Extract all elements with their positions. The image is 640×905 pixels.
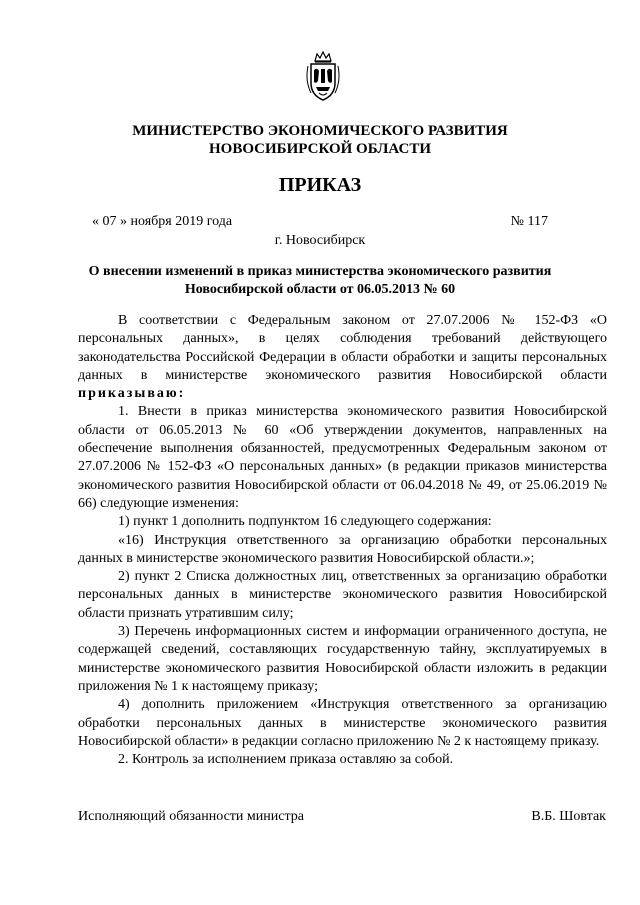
document-number: № 117 — [510, 214, 548, 229]
paragraph-1-4: 4) дополнить приложением «Инструкция ответственного за организацию обработки персональных данных в министерстве экономического развития Новосибирской области» в редакции согласно приложению № 2 к настоящему приказу. — [78, 697, 607, 749]
orders-word: приказываю: — [78, 386, 186, 402]
signatory-name: В.Б. Шовтак — [531, 809, 606, 824]
intro-text: В соответствии с Федеральным законом от 27.07.2006 № 152-ФЗ «О персональных данных», в целях соблюдения требований действующего законодательства Российской Федерации в области обработки и защиты персональных данных в министерстве экономического развития Новосибирской области — [78, 313, 607, 383]
ministry-name — [0, 122, 640, 158]
document-type: ПРИКАЗ — [278, 174, 362, 196]
paragraph-1-3: 3) Перечень информационных систем и информации ограниченного доступа, не содержащей сведений, составляющих государственную тайну, эксплуатируемых в министерстве экономического развития Новосибирской области изложить в редакции приложения № 1 к настоящему приказу; — [78, 624, 607, 694]
coat-of-arms-icon — [303, 51, 343, 103]
document-body — [78, 312, 607, 769]
paragraph-1-2: 2) пункт 2 Списка должностных лиц, ответственных за организацию обработки персональных данных в министерстве экономического развития Новосибирской области признать утратившим силу; — [78, 569, 607, 621]
intro-paragraph — [78, 312, 607, 403]
paragraph-2: 2. Контроль за исполнением приказа оставляю за собой. — [118, 752, 454, 768]
document-date: « 07 » ноября 2019 года — [92, 214, 233, 229]
signatory-position: Исполняющий обязанности министра — [78, 809, 304, 824]
paragraph-1-1-quote: «16) Инструкция ответственного за организацию обработки персональных данных в министерстве экономического развития Новосибирской области.»; — [78, 532, 607, 566]
paragraph-1: 1. Внести в приказ министерства экономического развития Новосибирской области от 06.05.2013 № 60 «Об утверждении документов, направленных на обеспечение выполнения обязанностей, предусмотренных Федеральным законом от 27.07.2006 № 152-ФЗ «О персональных данных» (в редакции приказов министерства экономического развития Новосибирской области от 06.04.2018 № 49, от 25.06.2019 № 66) следующие изменения: — [78, 404, 607, 511]
document-title-line1: О внесении изменений в приказ министерства экономического развития — [88, 264, 552, 279]
document-title — [66, 263, 574, 299]
paragraph-1-1: 1) пункт 1 дополнить подпунктом 16 следующего содержания: — [118, 514, 492, 530]
ministry-name-line2: НОВОСИБИРСКОЙ ОБЛАСТИ — [208, 141, 432, 157]
document-city: г. Новосибирск — [274, 233, 366, 248]
ministry-name-line1: МИНИСТЕРСТВО ЭКОНОМИЧЕСКОГО РАЗВИТИЯ — [132, 123, 508, 139]
document-title-line2: Новосибирской области от 06.05.2013 № 60 — [184, 282, 456, 297]
